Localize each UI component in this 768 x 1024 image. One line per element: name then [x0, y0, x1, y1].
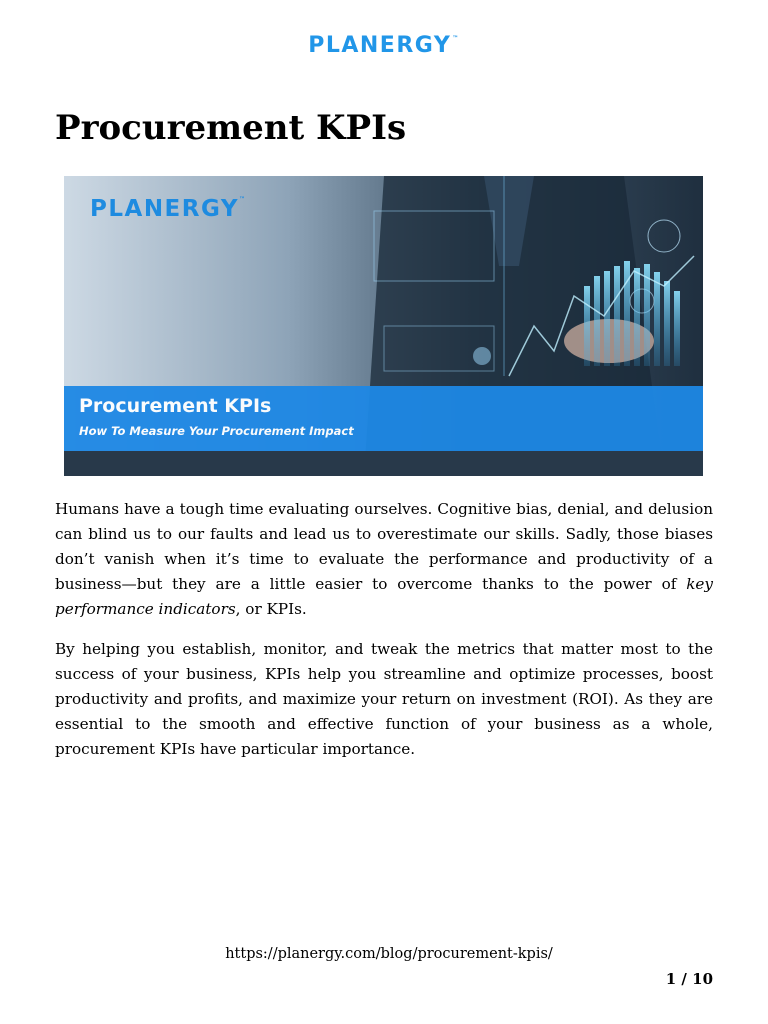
header-logo-text: PLANERGY — [308, 33, 452, 58]
page-title: Procurement KPIs — [55, 108, 407, 148]
header-logo-tm: ™ — [452, 35, 460, 42]
hero-brand-tm: ™ — [239, 196, 247, 203]
hero-banner-subtitle: How To Measure Your Procurement Impact — [79, 424, 354, 438]
second-paragraph: By helping you establish, monitor, and tweak the metrics that matter most to the success of your business, KPIs help you streamline and optimize processes, boost productivity and profits, and maximize your return on investment (ROI). As they are essential to the smooth and effective function of your business as a whole, procurement KPIs have particular importance. — [55, 640, 713, 758]
footer-url[interactable]: https://planergy.com/blog/procurement-kpis/ — [225, 946, 553, 962]
hero-image — [64, 176, 703, 476]
intro-paragraph — [55, 497, 713, 622]
hero-banner-title: Procurement KPIs — [79, 395, 272, 417]
page-number: 1 / 10 — [665, 970, 713, 988]
header-logo — [0, 33, 768, 58]
hero-banner — [64, 386, 703, 451]
intro-text-end: , or KPIs. — [235, 600, 307, 618]
intro-text-start: Humans have a tough time evaluating ourselves. Cognitive bias, denial, and delusion can blind us to our faults and lead us to overestimate our skills. Sadly, those biases don’t vanish when it’s time to evaluate the performance and productivity of a business—but they are a little easier to overcome thanks to the power of — [55, 500, 713, 593]
hero-brand-logo — [90, 196, 247, 222]
intro-emphasis: key performance indicators — [55, 575, 713, 618]
hero-brand-text: PLANERGY — [90, 196, 240, 222]
